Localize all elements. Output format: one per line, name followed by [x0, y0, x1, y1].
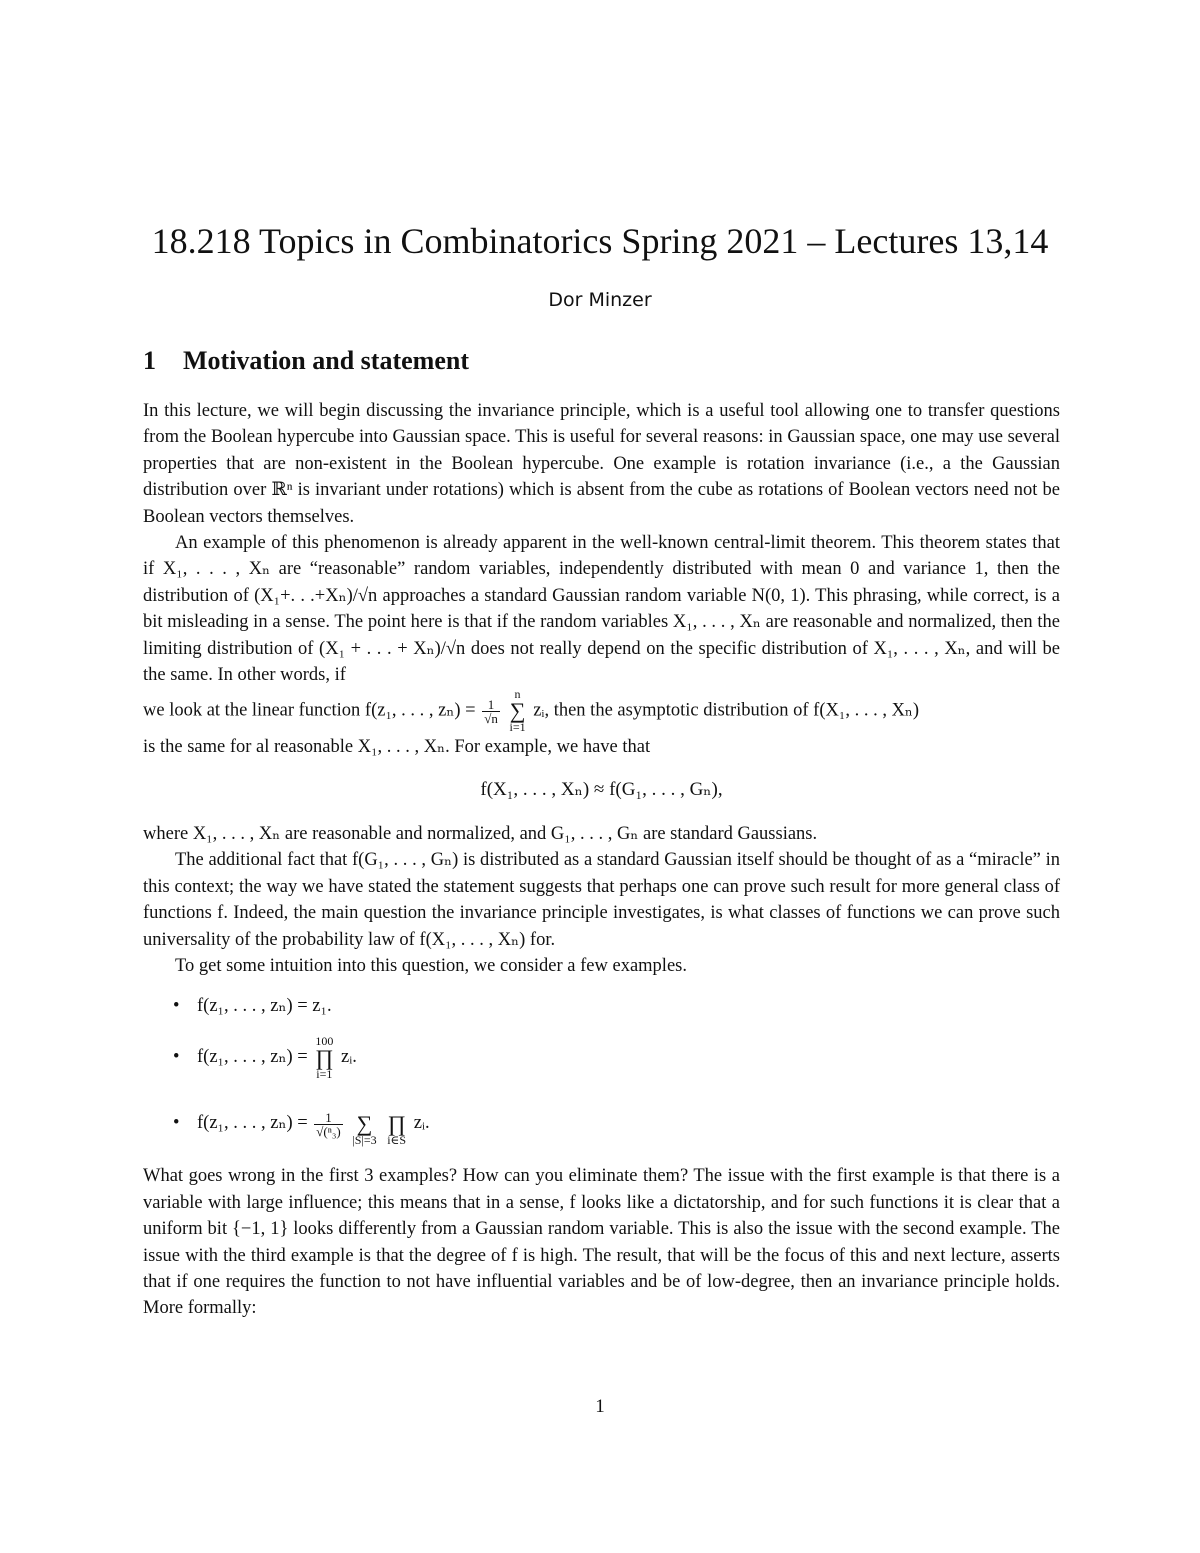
- fraction-one-over-sqrt-n: $\frac{1}{√n}$: [484, 696, 498, 726]
- paper-title: 18.218 Topics in Combinatorics Spring 2021 – Lectures 13,14: [151, 221, 1049, 261]
- bullet-icon: •: [173, 1113, 180, 1134]
- section-heading: [143, 344, 469, 378]
- paragraph-same-distribution: is the same for al reasonable X₁, . . . , Xₙ. For example, we have that: [143, 737, 651, 758]
- list-item: • f(z₁, . . . , zₙ) = $\frac{1}{\text{√(ⁿ₃)}}$ ∑ |S|=3 ∏ i∈S zᵢ.: [143, 1095, 1060, 1151]
- paragraph-miracle: The additional fact that f(G₁, . . . , Gₙ) is distributed as a standard Gaussian itself should be thought of as a “miracle” in this context; the way we have stated the statement suggests that perhaps one can prove such result for more general class of functions f. Indeed, the main question the invariance principle investigates, is what classes of functions we can prove such universality of the probability law of f(X₁, . . . , Xₙ) for.: [143, 850, 1060, 950]
- list-item: • f(z₁, . . . , zₙ) = 100 ∏ i=1 zᵢ.: [143, 1029, 1060, 1085]
- summation-symbol: n ∑ i=1: [509, 687, 526, 735]
- bullet-icon: •: [173, 996, 180, 1017]
- display-equation: f(X₁, . . . , Xₙ) ≈ f(G₁, . . . , Gₙ),: [480, 778, 723, 800]
- list-item: • f(z₁, . . . , zₙ) = z₁.: [143, 993, 1060, 1019]
- paragraph-linear-function: we look at the linear function f(z₁, . . . , zₙ) = $\frac{1}{√n}$ n ∑ i=1 zᵢ, then the asymptotic distribution of f(X₁, . . . , Xₙ): [143, 687, 920, 735]
- author-name: Dor Minzer: [548, 289, 652, 311]
- paragraph-intuition: To get some intuition into this question, we consider a few examples.: [175, 955, 687, 976]
- fraction-binomial: $\frac{1}{\text{√(ⁿ₃)}}$: [316, 1109, 341, 1139]
- paragraph-clt: An example of this phenomenon is already apparent in the well-known central-limit theorem. This theorem states that if X₁, . . . , Xₙ are “reasonable” random variables, independently distributed with mean 0 and variance 1, then the distribution of (X₁+. . .+Xₙ)/√n approaches a standard Gaussian random variable N(0, 1). This phrasing, while correct, is a bit misleading in a sense. The point here is that if the random variables X₁, . . . , Xₙ are reasonable and normalized, then the limiting distribution of (X₁ + . . . + Xₙ)/√n does not really depend on the specific distribution of X₁, . . . , Xₙ, and will be the same. In other words, if: [143, 533, 1060, 686]
- section-number: 1: [143, 346, 156, 375]
- paragraph-where: where X₁, . . . , Xₙ are reasonable and normalized, and G₁, . . . , Gₙ are standard Gaussians.: [143, 823, 818, 844]
- section-title: Motivation and statement: [183, 346, 469, 375]
- paragraph-intro: In this lecture, we will begin discussing the invariance principle, which is a useful tool allowing one to transfer questions from the Boolean hypercube into Gaussian space. This is useful for several reasons: in Gaussian space, one may use several properties that are non-existent in the Boolean hypercube. One example is rotation invariance (i.e., a the Gaussian distribution over ℝⁿ is invariant under rotations) which is absent from the cube as rotations of Boolean vectors need not be Boolean vectors themselves.: [143, 401, 1060, 527]
- page-number: 1: [595, 1396, 605, 1417]
- bullet-icon: •: [173, 1047, 180, 1068]
- body-text: [143, 398, 1060, 1322]
- paragraph-what-goes-wrong: What goes wrong in the first 3 examples? How can you eliminate them? The issue with the first example is that there is a variable with large influence; this means that in a sense, f looks like a dictatorship, and for such functions it is clear that a uniform bit {−1, 1} looks differently from a Gaussian random variable. This is also the issue with the second example. The issue with the third example is that the degree of f is high. The result, that will be the focus of this and next lecture, asserts that if one requires the function to not have influential variables and be of low-degree, then an invariance principle holds. More formally:: [143, 1166, 1060, 1319]
- examples-list: [143, 993, 1060, 1151]
- product-symbol: 100 ∏ i=1: [315, 1034, 334, 1082]
- product-symbol: ∏ i∈S: [387, 1111, 407, 1148]
- summation-symbol: ∑ |S|=3: [352, 1111, 377, 1148]
